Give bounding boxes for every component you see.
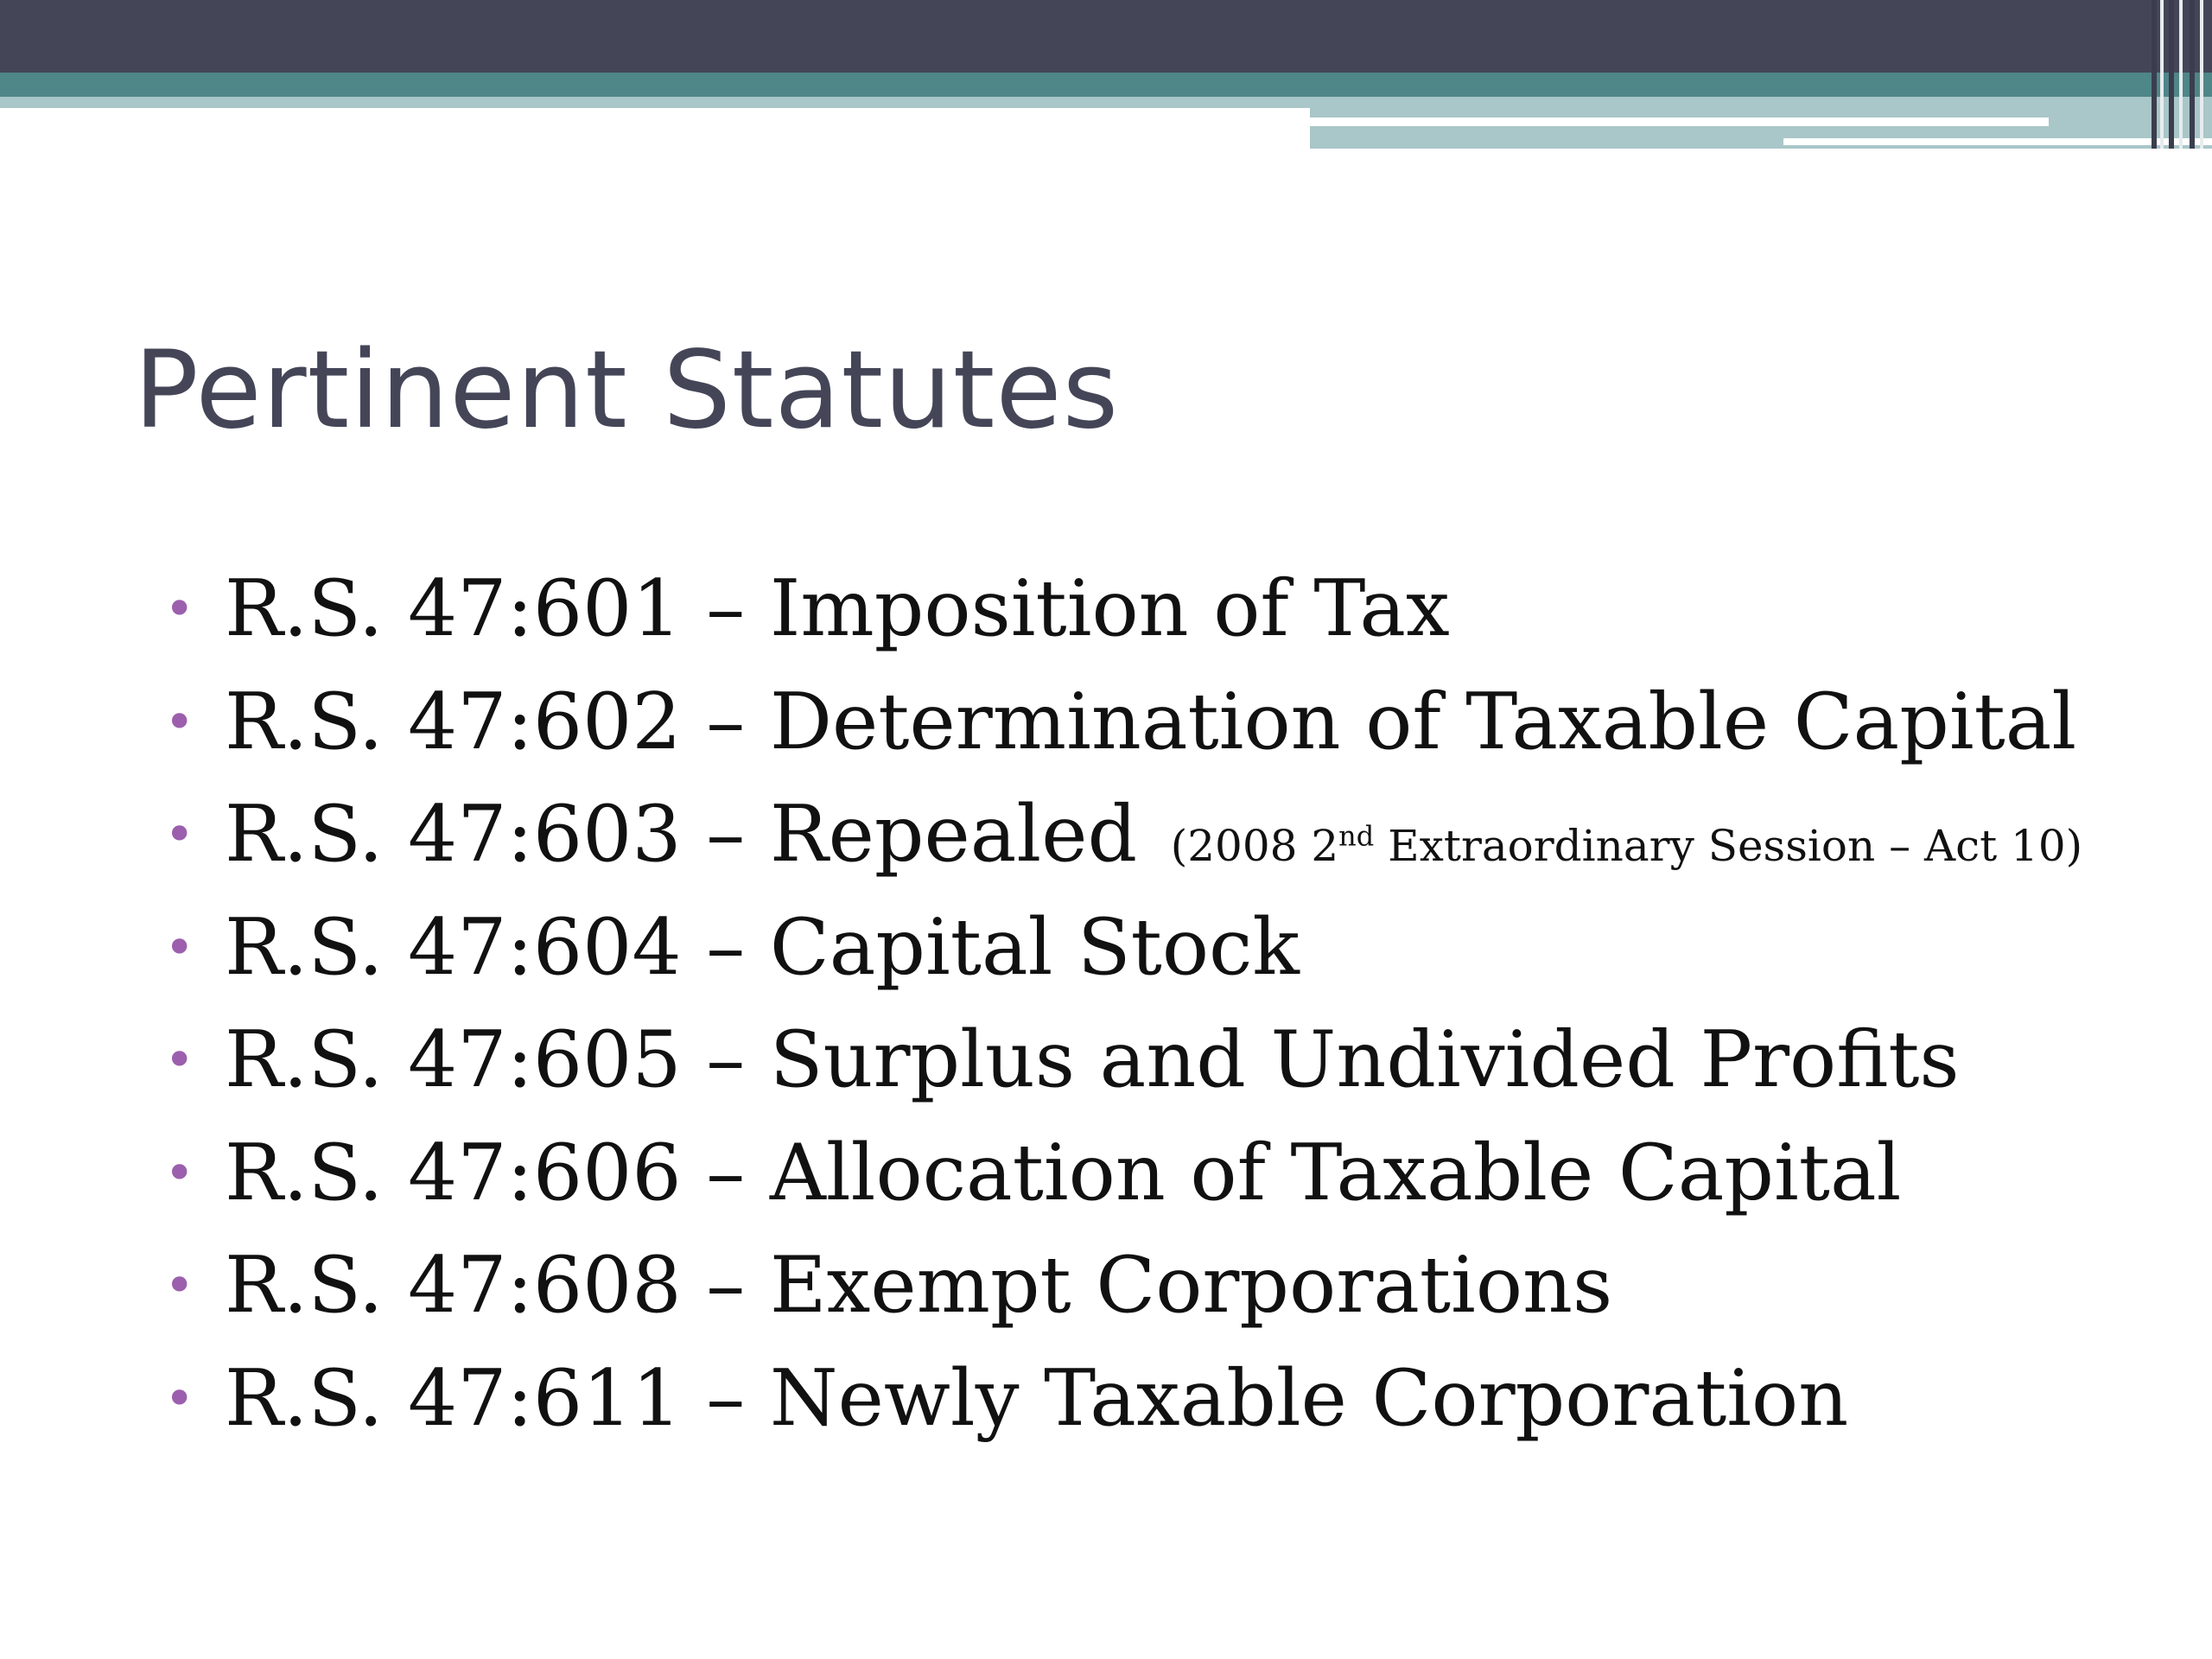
bullet-icon: • [164,1142,195,1204]
list-item [156,553,2082,666]
list-item [156,1004,2082,1117]
list-item [156,666,2082,779]
header-stripe [2152,0,2157,149]
bullet-icon: • [164,1255,195,1316]
header-stripe [2200,0,2203,149]
slide-title: Pertinent Statutes [134,328,1120,453]
statute-text: R.S. 47:604 – Capital Stock [225,901,1300,993]
header-stripe [2179,0,2183,149]
header-white-line [1310,118,2049,126]
list-item [156,1230,2082,1343]
statute-list [156,553,2082,1455]
statute-text: R.S. 47:603 – Repealed [225,789,1138,880]
statute-text: R.S. 47:608 – Exempt Corporations [225,1240,1613,1331]
repeal-note-superscript: nd [1338,819,1375,853]
list-item [156,892,2082,1005]
statute-text: R.S. 47:605 – Surplus and Undivided Profits [225,1014,1960,1105]
bullet-icon: • [164,1030,195,1090]
statute-text: R.S. 47:606 – Allocation of Taxable Capital [225,1127,1902,1218]
list-item [156,1343,2082,1456]
header-band-teal [0,73,2212,97]
statute-text: R.S. 47:602 – Determination of Taxable Capital [225,676,2077,767]
list-item [156,1117,2082,1230]
header-white-line-short [1783,138,2212,145]
header-band-dark [0,0,2212,73]
bullet-icon: • [164,1368,195,1429]
header-band-light-left [0,97,1310,108]
bullet-icon: • [164,579,195,639]
bullet-icon: • [164,804,195,865]
statute-text: R.S. 47:611 – Newly Taxable Corporation [225,1352,1849,1444]
repeal-note-prefix: (2008 2 [1170,821,1339,871]
repeal-note-suffix: Extraordinary Session – Act 10) [1374,821,2083,871]
repeal-note [1171,821,2082,871]
bullet-icon: • [164,691,195,753]
bullet-icon: • [164,917,195,978]
header-stripe [2160,0,2164,149]
header-stripe [2190,0,2195,149]
header-stripe [2169,0,2174,149]
statute-text: R.S. 47:601 – Imposition of Tax [225,563,1450,654]
list-item [156,779,2082,892]
